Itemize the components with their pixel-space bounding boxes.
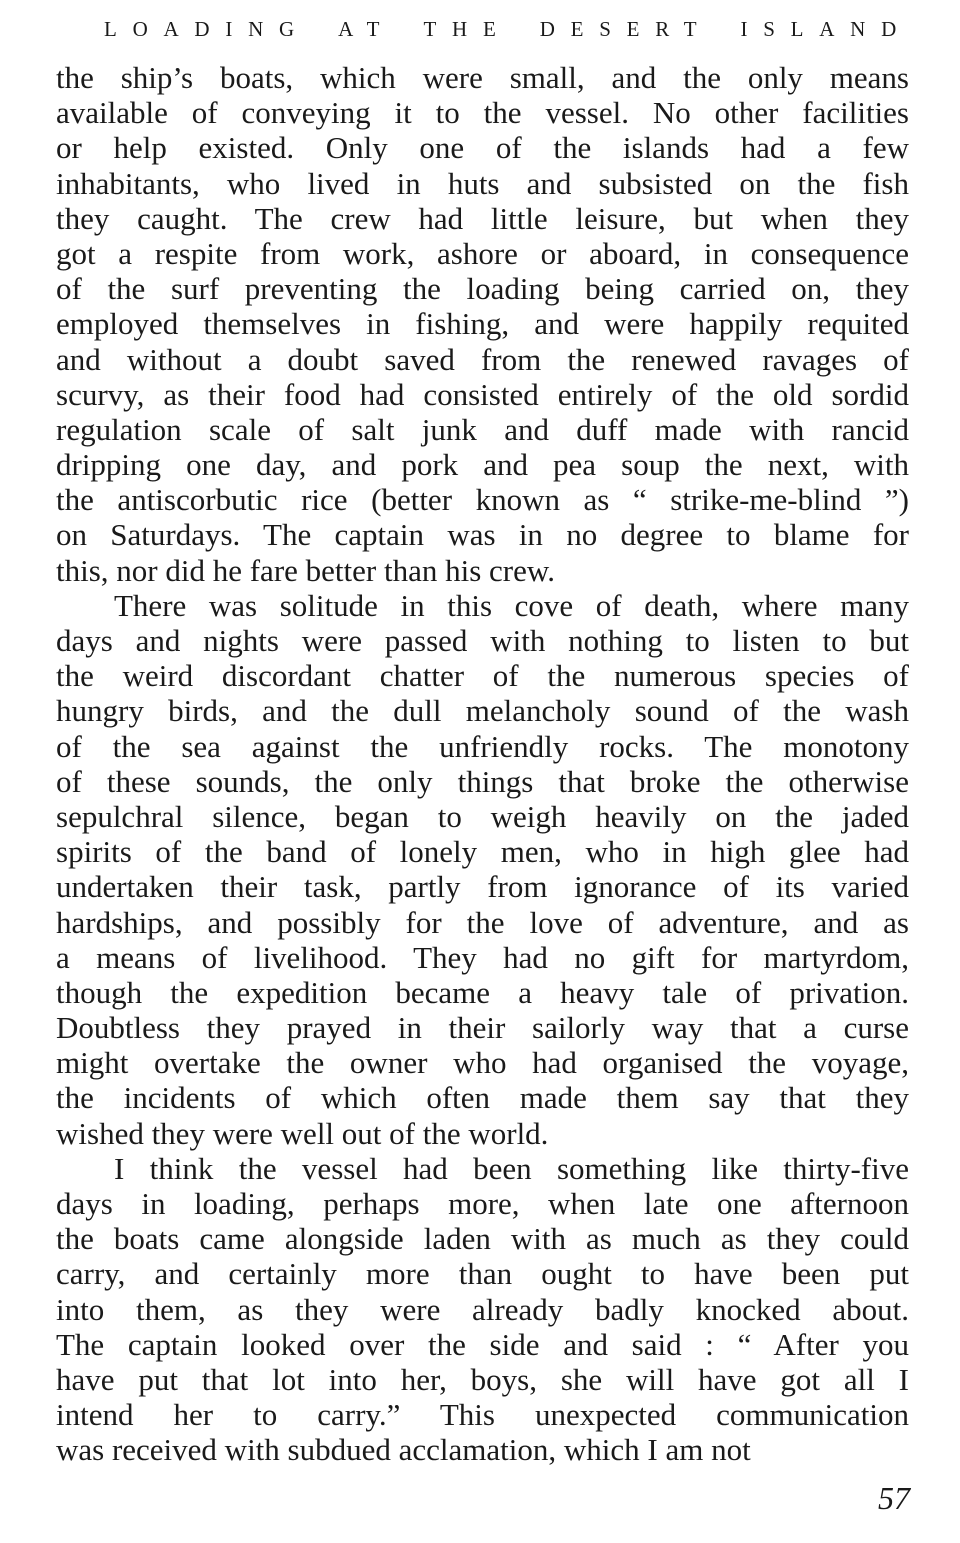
running-head-word xyxy=(338,17,395,42)
running-head-letters: AT xyxy=(338,16,396,41)
running-head-word xyxy=(104,17,310,42)
text-line: on Saturdays. The captain was in no degree to blame for xyxy=(56,517,909,553)
text-line: the antiscorbutic rice (better known as “ strike-me-blind ”) xyxy=(56,482,909,518)
text-line: they caught. The crew had little leisure, but when they xyxy=(56,200,909,236)
text-line: wished they were well out of the world. xyxy=(56,1115,549,1151)
text-line: have put that lot into her, boys, she will have got all I xyxy=(56,1361,909,1397)
text-line: a means of livelihood. They had no gift for martyrdom, xyxy=(56,939,909,975)
text-line: though the expedition became a heavy tale of privation. xyxy=(56,974,909,1010)
body-text xyxy=(56,60,909,1468)
text-line: the ship’s boats, which were small, and the only means xyxy=(56,60,909,95)
text-line: or help existed. Only one of the islands had a few xyxy=(56,130,909,166)
text-line: The captain looked over the side and said : “ After you xyxy=(56,1326,909,1362)
running-head-word xyxy=(423,17,511,42)
text-line: this, nor did he fare better than his crew. xyxy=(56,552,555,588)
text-line: and without a doubt saved from the renewed ravages of xyxy=(56,341,909,377)
running-head xyxy=(104,14,912,44)
text-line: hardships, and possibly for the love of adventure, and as xyxy=(56,904,909,940)
text-line: days in loading, perhaps more, when late one afternoon xyxy=(56,1186,909,1221)
text-line: Doubtless they prayed in their sailorly way that a curse xyxy=(56,1010,909,1046)
page-number: 57 xyxy=(878,1480,910,1516)
text-line: the weird discordant chatter of the numerous species of xyxy=(56,658,909,694)
text-line: employed themselves in fishing, and were happily requited xyxy=(56,306,909,342)
text-line: days and nights were passed with nothing to listen to but xyxy=(56,623,909,658)
running-head-letters: THE xyxy=(423,16,512,41)
running-head-letters: DESERT xyxy=(539,16,713,41)
text-line: carry, and certainly more than ought to have been put xyxy=(56,1256,909,1292)
running-head-word xyxy=(740,17,912,42)
running-head-letters: ISLAND xyxy=(740,16,912,41)
text-line: inhabitants, who lived in huts and subsisted on the fish xyxy=(56,165,909,201)
text-line: There was solitude in this cove of death, where many xyxy=(114,587,909,623)
text-line: of the surf preventing the loading being carried on, they xyxy=(56,271,909,307)
text-line: got a respite from work, ashore or aboard, in consequence xyxy=(56,235,909,271)
text-line: hungry birds, and the dull melancholy sound of the wash xyxy=(56,693,909,729)
running-head-letters: LOADING xyxy=(104,16,310,41)
text-line: undertaken their task, partly from ignorance of its varied xyxy=(56,869,909,905)
running-head-word xyxy=(540,17,713,42)
text-line: intend her to carry.” This unexpected communication xyxy=(56,1397,909,1433)
text-line: the incidents of which often made them say that they xyxy=(56,1080,909,1116)
text-line: spirits of the band of lonely men, who in high glee had xyxy=(56,834,909,870)
text-line: might overtake the owner who had organised the voyage, xyxy=(56,1045,909,1081)
text-line: sepulchral silence, began to weigh heavily on the jaded xyxy=(56,798,909,834)
text-line: the boats came alongside laden with as much as they could xyxy=(56,1221,909,1257)
text-line: regulation scale of salt junk and duff made with rancid xyxy=(56,411,909,447)
text-line: dripping one day, and pork and pea soup the next, with xyxy=(56,447,909,483)
text-line: was received with subdued acclamation, which I am not xyxy=(56,1432,751,1468)
text-line: scurvy, as their food had consisted entirely of the old sordid xyxy=(56,376,909,412)
text-line: of these sounds, the only things that broke the otherwise xyxy=(56,763,909,799)
text-line: available of conveying it to the vessel. No other facilities xyxy=(56,95,909,131)
text-line: of the sea against the unfriendly rocks. The monotony xyxy=(56,728,909,764)
text-line: into them, as they were already badly knocked about. xyxy=(56,1291,909,1327)
text-line: I think the vessel had been something like thirty-five xyxy=(114,1150,909,1186)
